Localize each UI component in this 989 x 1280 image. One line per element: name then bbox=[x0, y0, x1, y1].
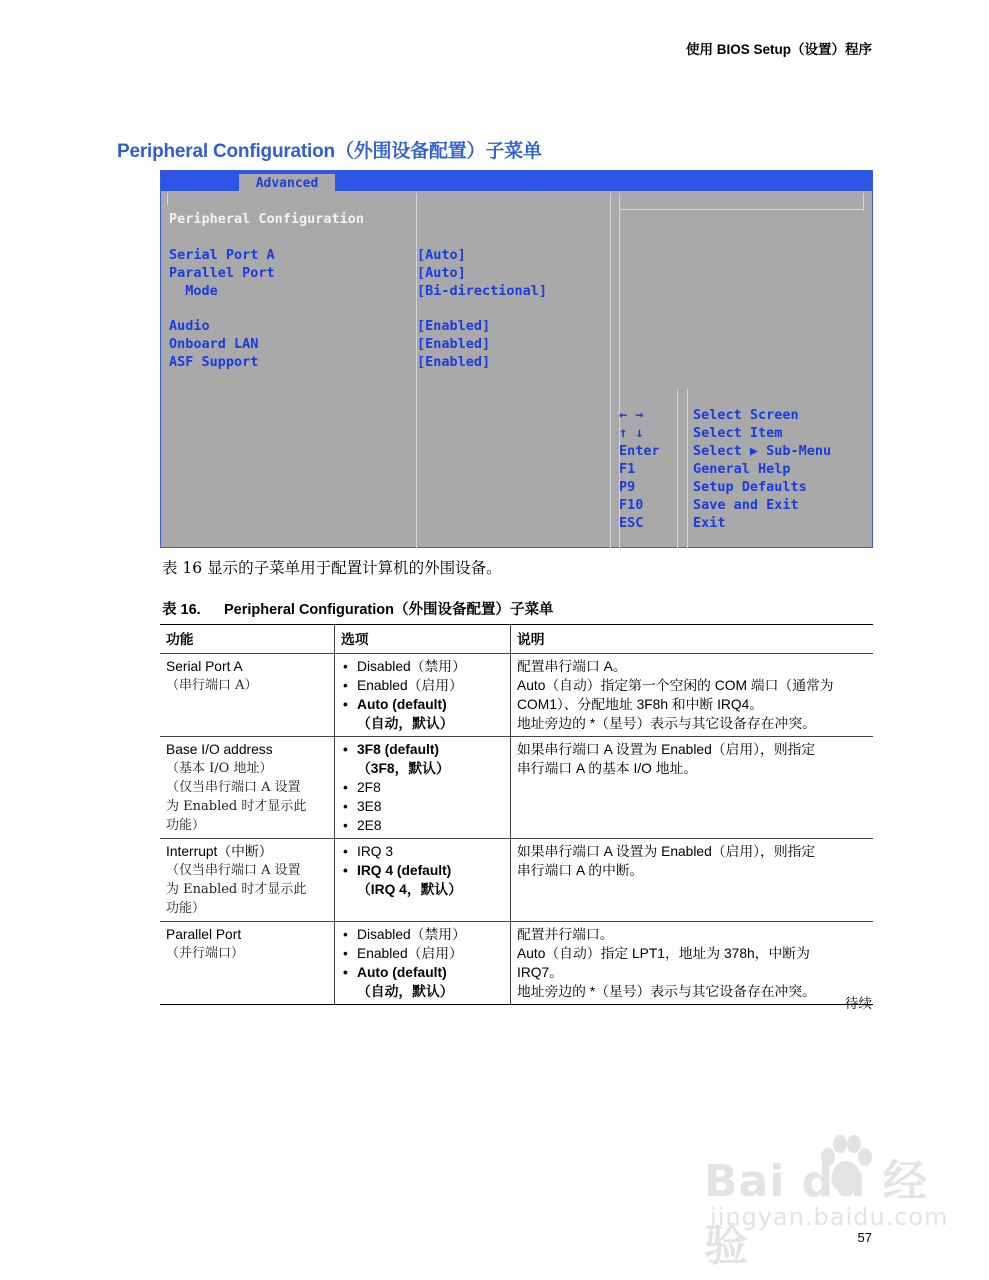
option-item-default-note: （3F8，默认） bbox=[357, 761, 450, 776]
description-line: 配置并行端口。 bbox=[517, 927, 614, 942]
feature-name: Base I/O address bbox=[166, 742, 273, 757]
feature-note: （并行端口） bbox=[166, 946, 245, 961]
setting-value-parallel-port[interactable]: [Auto] bbox=[417, 265, 466, 281]
feature-note: （仅当串行端口 A 设置 bbox=[166, 863, 301, 878]
key-action-save-exit: Save and Exit bbox=[693, 497, 799, 513]
table-caption-text: Peripheral Configuration（外围设备配置）子菜单 bbox=[224, 602, 554, 618]
description-cell bbox=[511, 737, 874, 839]
feature-note: 为 Enabled 时才显示此 bbox=[166, 882, 307, 897]
feature-cell bbox=[160, 839, 335, 922]
key-arrows-ud: ↑ ↓ bbox=[619, 425, 644, 441]
table-caption bbox=[162, 598, 554, 619]
key-f1: F1 bbox=[619, 461, 636, 477]
option-item-default: • 3F8 (default) bbox=[341, 740, 504, 759]
feature-cell bbox=[160, 737, 335, 839]
intro-paragraph: 表 16 显示的子菜单用于配置计算机的外围设备。 bbox=[162, 559, 502, 577]
feature-name: Serial Port A bbox=[166, 659, 243, 674]
feature-cell bbox=[160, 922, 335, 1005]
setting-label-asf-support[interactable]: ASF Support bbox=[169, 354, 259, 370]
description-line: 串行端口 A 的基本 I/O 地址。 bbox=[517, 761, 698, 776]
option-item-default-note: （自动，默认） bbox=[357, 984, 454, 999]
running-header: 使用 BIOS Setup（设置）程序 bbox=[685, 42, 872, 57]
header-feature: 功能 bbox=[160, 625, 335, 654]
description-line: 配置串行端口 A。 bbox=[517, 659, 627, 674]
option-item-default-note: （IRQ 4，默认） bbox=[357, 882, 463, 897]
setting-label-onboard-lan[interactable]: Onboard LAN bbox=[169, 336, 259, 352]
description-line: 如果串行端口 A 设置为 Enabled（启用），则指定 bbox=[517, 844, 816, 859]
description-cell bbox=[511, 922, 874, 1005]
description-line: 如果串行端口 A 设置为 Enabled（启用），则指定 bbox=[517, 742, 816, 757]
options-cell bbox=[335, 922, 511, 1005]
feature-note: （基本 I/O 地址） bbox=[166, 761, 273, 776]
header-description: 说明 bbox=[511, 625, 874, 654]
key-esc: ESC bbox=[619, 515, 644, 531]
setting-value-audio[interactable]: [Enabled] bbox=[417, 318, 491, 334]
key-action-setup-defaults: Setup Defaults bbox=[693, 479, 807, 495]
page-number: 57 bbox=[857, 1230, 872, 1245]
option-item-default: • Auto (default) bbox=[341, 695, 504, 714]
options-cell bbox=[335, 654, 511, 737]
description-line: 串行端口 A 的中断。 bbox=[517, 863, 644, 878]
baidu-watermark bbox=[700, 1135, 949, 1271]
key-action-sub-menu: Select ▶ Sub-Menu bbox=[693, 443, 832, 459]
option-item: • 3E8 bbox=[341, 797, 504, 816]
description-line: Auto（自动）指定 LPT1，地址为 378h，中断为 bbox=[517, 946, 810, 961]
description-line: IRQ7。 bbox=[517, 965, 563, 980]
feature-name: Parallel Port bbox=[166, 927, 242, 942]
option-item: • Enabled（启用） bbox=[341, 944, 504, 963]
description-cell bbox=[511, 839, 874, 922]
key-action-select-screen: Select Screen bbox=[693, 407, 799, 423]
options-cell bbox=[335, 737, 511, 839]
table-row bbox=[160, 654, 873, 737]
option-item-default: • IRQ 4 (default) bbox=[341, 861, 504, 880]
section-title: Peripheral Configuration（外围设备配置）子菜单 bbox=[117, 141, 542, 162]
table-header-row bbox=[160, 625, 873, 654]
option-item: • Disabled（禁用） bbox=[341, 657, 504, 676]
continued-label: 待续 bbox=[845, 996, 872, 1012]
key-arrows-lr: ← → bbox=[619, 407, 644, 423]
tab-advanced[interactable]: Advanced bbox=[239, 174, 335, 193]
table-row bbox=[160, 922, 873, 1005]
watermark-url: jingyan.baidu.com bbox=[710, 1203, 949, 1231]
bios-screen bbox=[160, 170, 873, 548]
option-item-default: • Auto (default) bbox=[341, 963, 504, 982]
table-row bbox=[160, 737, 873, 839]
table-row bbox=[160, 839, 873, 922]
setting-value-asf-support[interactable]: [Enabled] bbox=[417, 354, 491, 370]
feature-note: （仅当串行端口 A 设置 bbox=[166, 780, 301, 795]
option-item: • 2F8 bbox=[341, 778, 504, 797]
description-line: 地址旁边的 *（星号）表示与其它设备存在冲突。 bbox=[517, 716, 816, 731]
header-options: 选项 bbox=[335, 625, 511, 654]
feature-note: 功能） bbox=[166, 901, 206, 916]
description-line: Auto（自动）指定第一个空闲的 COM 端口（通常为 bbox=[517, 678, 834, 693]
option-item: • IRQ 3 bbox=[341, 842, 504, 861]
option-item-default-note: （自动，默认） bbox=[357, 716, 454, 731]
feature-note: （串行端口 A） bbox=[166, 678, 258, 693]
description-cell bbox=[511, 654, 874, 737]
bios-screen-title: Peripheral Configuration bbox=[169, 211, 365, 227]
feature-note: 功能） bbox=[166, 818, 206, 833]
feature-name: Interrupt（中断） bbox=[166, 844, 273, 859]
setting-label-parallel-port[interactable]: Parallel Port bbox=[169, 265, 275, 281]
key-f10: F10 bbox=[619, 497, 644, 513]
option-item: • Enabled（启用） bbox=[341, 676, 504, 695]
setting-value-serial-port-a[interactable]: [Auto] bbox=[417, 247, 466, 263]
option-item: • Disabled（禁用） bbox=[341, 925, 504, 944]
setting-label-audio[interactable]: Audio bbox=[169, 318, 210, 334]
description-line: COM1）、分配地址 3F8h 和中断 IRQ4。 bbox=[517, 697, 764, 712]
setting-label-serial-port-a[interactable]: Serial Port A bbox=[169, 247, 275, 263]
setting-value-onboard-lan[interactable]: [Enabled] bbox=[417, 336, 491, 352]
options-cell bbox=[335, 839, 511, 922]
setting-value-mode[interactable]: [Bi-directional] bbox=[417, 283, 548, 299]
key-action-select-item: Select Item bbox=[693, 425, 783, 441]
watermark-brand: Bai du 经验 bbox=[704, 1156, 928, 1271]
key-action-general-help: General Help bbox=[693, 461, 791, 477]
table-caption-number: 表 16. bbox=[162, 602, 201, 618]
key-p9: P9 bbox=[619, 479, 636, 495]
feature-note: 为 Enabled 时才显示此 bbox=[166, 799, 307, 814]
key-enter: Enter bbox=[619, 443, 660, 459]
description-line: 地址旁边的 *（星号）表示与其它设备存在冲突。 bbox=[517, 984, 816, 999]
key-action-exit: Exit bbox=[693, 515, 726, 531]
option-item: • 2E8 bbox=[341, 816, 504, 835]
peripheral-config-table bbox=[160, 624, 873, 1005]
setting-label-mode[interactable]: Mode bbox=[169, 283, 218, 299]
feature-cell bbox=[160, 654, 335, 737]
